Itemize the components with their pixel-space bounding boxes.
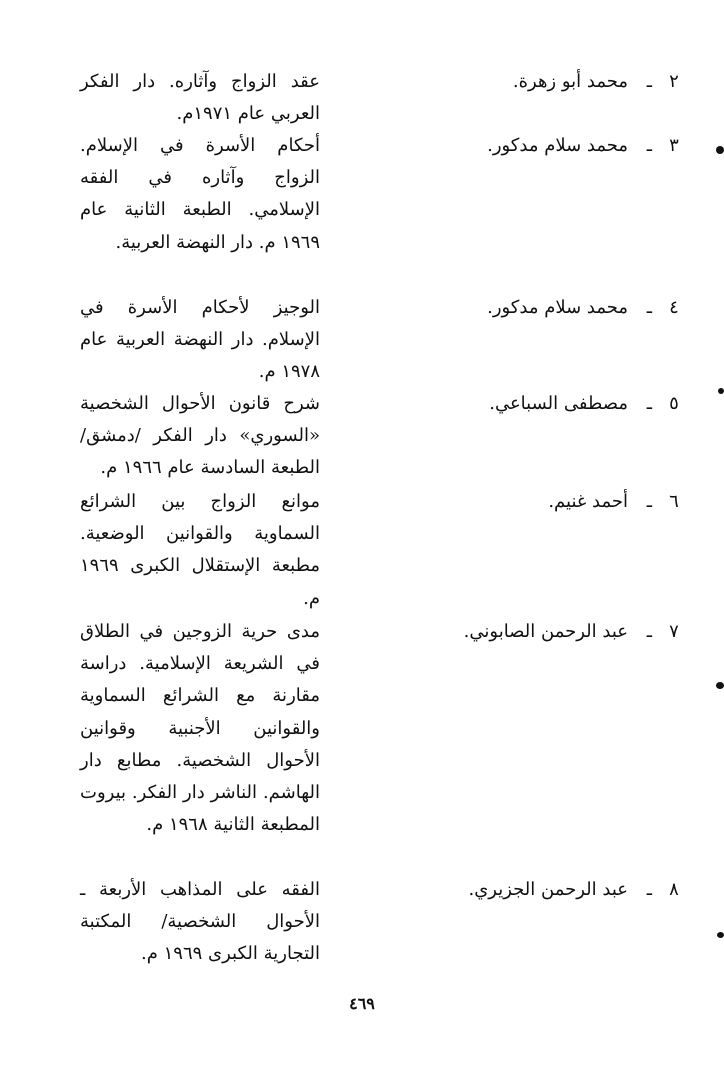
entry-number: ٥ — [669, 393, 679, 414]
entry-number: ٢ — [669, 71, 679, 92]
entry-author: محمد سلام مدكور. — [487, 297, 628, 318]
entry-work: موانع الزواج بين الشرائع السماوية والقوانين الوضعية. مطبعة الإستقلال الكبرى ١٩٦٩ م. — [80, 491, 320, 609]
entry-dash: ـ — [646, 393, 652, 414]
scan-speck — [716, 682, 724, 689]
page-number: ٤٦٩ — [349, 994, 375, 1013]
entry-work: الفقه على المذاهب الأربعة ـ الأحوال الشخصية/ المكتبة التجارية الكبرى ١٩٦٩ م. — [80, 879, 320, 965]
entry-dash: ـ — [646, 879, 652, 900]
scan-speck — [717, 932, 724, 938]
entry-author: أحمد غنيم. — [548, 491, 628, 512]
entry-number: ٨ — [669, 879, 679, 900]
entry-number: ٤ — [669, 297, 679, 318]
scan-speck — [716, 146, 724, 154]
entry-work: الوجيز لأحكام الأسرة في الإسلام. دار النهضة العربية عام ١٩٧٨ م. — [80, 297, 320, 383]
entry-work: مدى حرية الزوجين في الطلاق في الشريعة الإسلامية. دراسة مقارنة مع الشرائع السماوية والقوانين الأجنبية وقوانين الأحوال الشخصية. مطابع دار الهاشم. الناشر دار الفكر. بيروت المطبعة الثانية ١٩٦٨ م. — [80, 621, 320, 836]
entry-author: مصطفى السباعي. — [489, 393, 628, 414]
scan-speck — [718, 388, 724, 394]
entry-author: محمد سلام مدكور. — [487, 135, 628, 156]
entry-work: شرح قانون الأحوال الشخصية «السوري» دار الفكر /دمشق/ الطبعة السادسة عام ١٩٦٦ م. — [80, 393, 320, 479]
entry-dash: ـ — [646, 297, 652, 318]
entry-number: ٣ — [669, 135, 679, 156]
entry-author: عبد الرحمن الصابوني. — [463, 621, 628, 642]
entry-dash: ـ — [646, 71, 652, 92]
entry-number: ٦ — [669, 491, 679, 512]
entry-dash: ـ — [646, 621, 652, 642]
entry-work: عقد الزواج وآثاره. دار الفكر العربي عام ١٩٧١م. — [80, 71, 320, 125]
entry-number: ٧ — [669, 621, 679, 642]
entry-work: أحكام الأسرة في الإسلام. الزواج وآثاره في الفقه الإسلامي. الطبعة الثانية عام ١٩٦٩ م. دار النهضة العربية. — [80, 135, 320, 253]
entry-author: عبد الرحمن الجزيري. — [468, 879, 628, 900]
entry-dash: ـ — [646, 491, 652, 512]
entry-dash: ـ — [646, 135, 652, 156]
entry-author: محمد أبو زهرة. — [512, 71, 628, 92]
